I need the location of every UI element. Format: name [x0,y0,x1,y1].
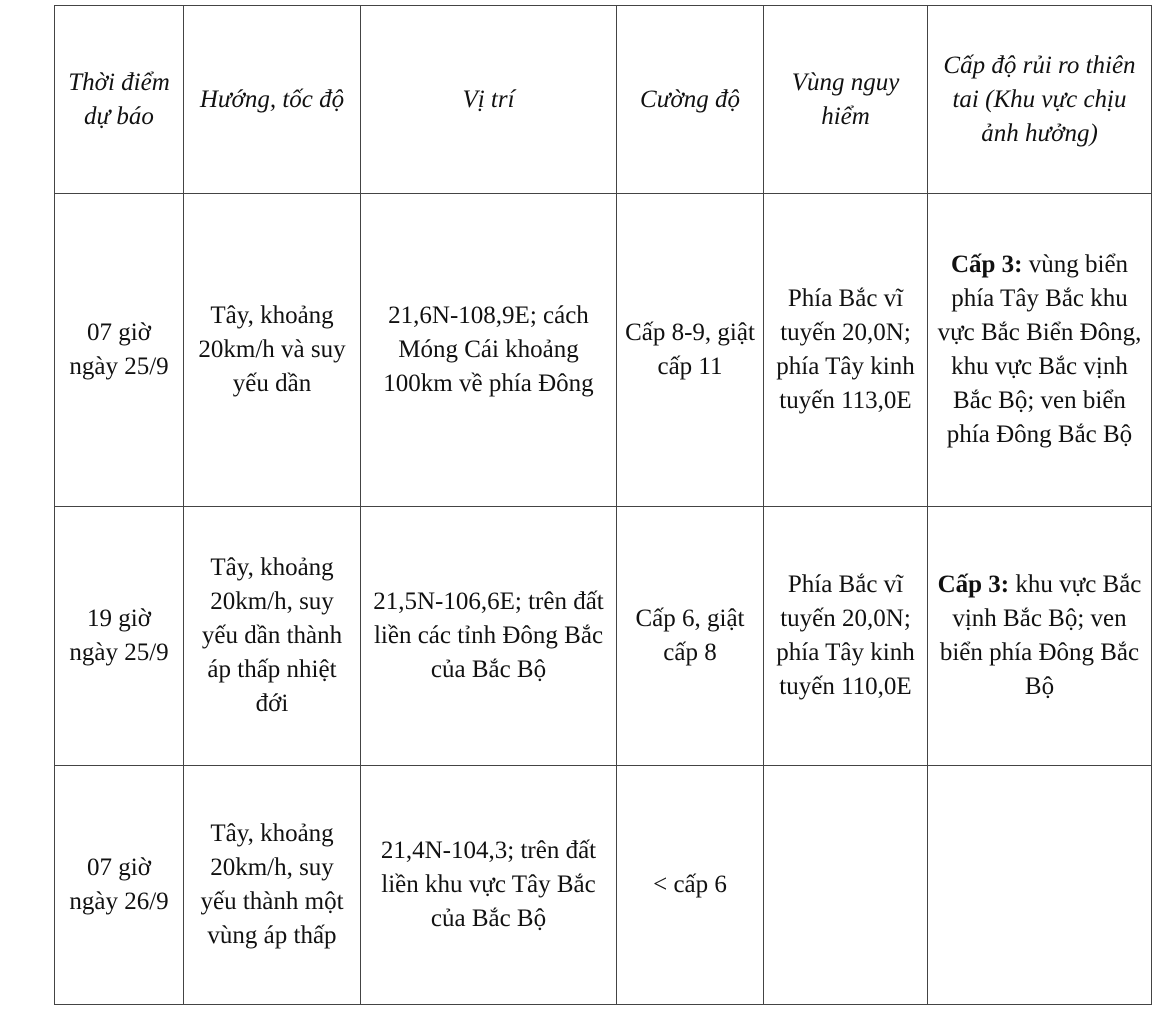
cell-time: 07 giờ ngày 25/9 [55,194,184,507]
cell-intensity: < cấp 6 [617,766,764,1005]
cell-time: 19 giờ ngày 25/9 [55,507,184,766]
table-row [55,194,1152,507]
header-direction-speed: Hướng, tốc độ [184,6,361,194]
forecast-table [54,5,1152,1005]
header-risk-level: Cấp độ rủi ro thiên tai (Khu vực chịu ảnh hưởng) [928,6,1152,194]
cell-danger-zone [764,766,928,1005]
cell-risk-level [928,507,1152,766]
table-row [55,766,1152,1005]
cell-time: 07 giờ ngày 26/9 [55,766,184,1005]
header-time: Thời điểm dự báo [55,6,184,194]
cell-risk-level [928,766,1152,1005]
cell-risk-level [928,194,1152,507]
header-danger-zone: Vùng nguy hiểm [764,6,928,194]
cell-danger-zone: Phía Bắc vĩ tuyến 20,0N; phía Tây kinh tuyến 113,0E [764,194,928,507]
cell-intensity: Cấp 8-9, giật cấp 11 [617,194,764,507]
risk-level-label: Cấp 3: [950,251,1023,278]
cell-intensity: Cấp 6, giật cấp 8 [617,507,764,766]
header-position: Vị trí [361,6,617,194]
header-intensity: Cường độ [617,6,764,194]
table-row [55,507,1152,766]
cell-position: 21,4N-104,3; trên đất liền khu vực Tây Bắc của Bắc Bộ [361,766,617,1005]
cell-danger-zone: Phía Bắc vĩ tuyến 20,0N; phía Tây kinh tuyến 110,0E [764,507,928,766]
risk-area-text: khu vực Bắc vịnh Bắc Bộ; ven biển phía Đông Bắc Bộ [939,571,1142,700]
risk-level-label: Cấp 3: [937,571,1010,598]
cell-position: 21,5N-106,6E; trên đất liền các tỉnh Đông Bắc của Bắc Bộ [361,507,617,766]
risk-area-text: vùng biển phía Tây Bắc khu vực Bắc Biển Đông, khu vực Bắc vịnh Bắc Bộ; ven biển phía Đông Bắc Bộ [937,251,1142,448]
cell-direction-speed: Tây, khoảng 20km/h, suy yếu dần thành áp thấp nhiệt đới [184,507,361,766]
cell-direction-speed: Tây, khoảng 20km/h và suy yếu dần [184,194,361,507]
cell-direction-speed: Tây, khoảng 20km/h, suy yếu thành một vùng áp thấp [184,766,361,1005]
cell-position: 21,6N-108,9E; cách Móng Cái khoảng 100km về phía Đông [361,194,617,507]
table-header-row [55,6,1152,194]
